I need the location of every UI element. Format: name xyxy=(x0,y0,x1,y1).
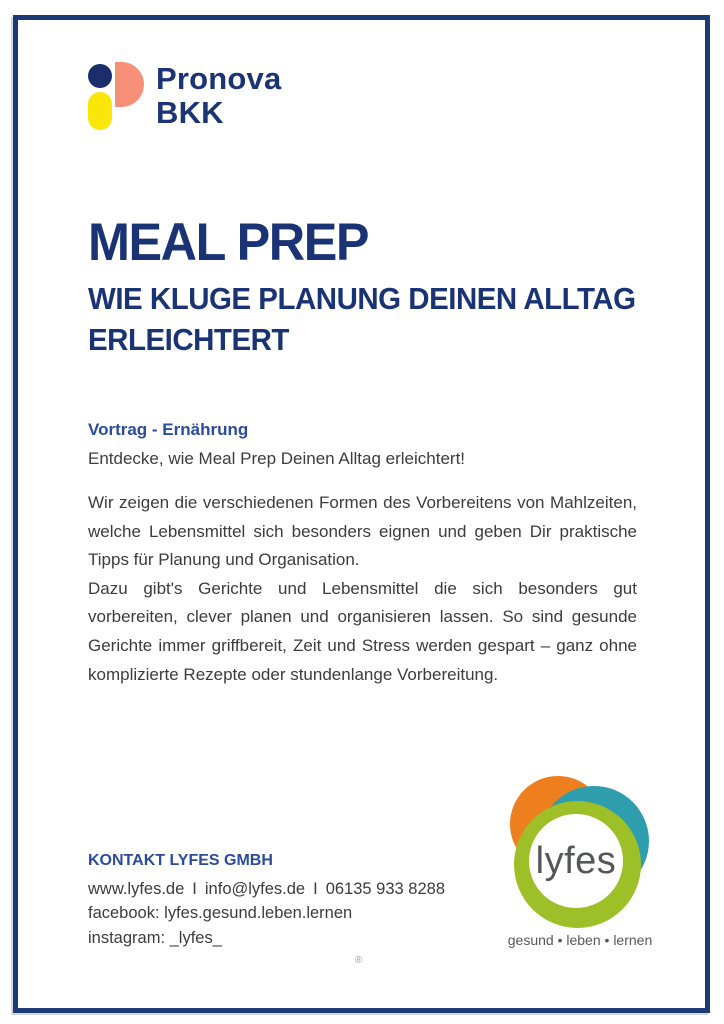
lyfes-logo xyxy=(505,772,655,952)
lecture-paragraph-1: Wir zeigen die verschiedenen Formen des Vorbereitens von Mahlzeiten, welche Lebensmittel sich besonders eignen und geben Dir praktische Tipps für Planung und Organisation. xyxy=(88,493,637,570)
pronova-logo-dot-shape xyxy=(88,64,112,88)
instagram-handle[interactable]: _lyfes_ xyxy=(169,928,222,947)
contact-separator: I xyxy=(192,879,197,898)
lecture-category-label: Vortrag - Ernährung xyxy=(88,420,249,439)
page-subtitle-line1: WIE KLUGE PLANUNG DEINEN ALLTAG xyxy=(88,281,636,316)
contact-line-main xyxy=(88,877,445,902)
lyfes-wordmark: lyfes xyxy=(535,839,617,882)
facebook-handle[interactable]: lyfes.gesund.leben.lernen xyxy=(164,904,353,922)
lecture-teaser: Entdecke, wie Meal Prep Deinen Alltag erleichtert! xyxy=(88,449,466,468)
contact-block xyxy=(88,849,445,950)
page-subtitle-line2: ERLEICHTERT xyxy=(88,322,289,357)
pronova-wordmark xyxy=(156,62,281,130)
page-title: MEAL PREP xyxy=(88,213,369,272)
registered-trademark-symbol: ® xyxy=(355,955,363,966)
facebook-label: facebook: xyxy=(88,904,160,922)
pronova-logo-icon xyxy=(88,62,146,132)
contact-phone: 06135 933 8288 xyxy=(325,879,445,898)
contact-email-link[interactable]: info@lyfes.de xyxy=(204,879,306,898)
contact-heading: KONTAKT LYFES GMBH xyxy=(88,852,273,869)
lecture-paragraph-2: Dazu gibt's Gerichte und Lebensmittel die sich besonders gut vorbereiten, clever planen und organisieren lassen. So sind gesunde Gerichte immer griffbereit, Zeit und Stress werden gespart – ganz ohne komplizierte Rezepte oder stundenlange Vorbereitung. xyxy=(88,578,637,684)
page-subtitle xyxy=(88,278,636,360)
contact-facebook-line xyxy=(88,901,445,926)
pronova-logo-bowl-shape xyxy=(115,62,144,107)
pronova-wordmark-line2: BKK xyxy=(156,95,224,130)
headline-block xyxy=(88,214,636,360)
instagram-label: instagram: xyxy=(88,928,166,947)
contact-separator: I xyxy=(313,879,318,898)
contact-instagram-line xyxy=(88,926,445,951)
pronova-wordmark-line1: Pronova xyxy=(156,61,282,96)
lecture-description xyxy=(88,489,637,689)
lyfes-tagline: gesund • leben • lernen xyxy=(507,932,653,948)
lyfes-logo-inner-circle xyxy=(529,814,623,908)
pronova-bkk-logo xyxy=(88,62,281,132)
pronova-logo-stem-shape xyxy=(88,92,112,130)
contact-website-link[interactable]: www.lyfes.de xyxy=(88,879,185,898)
